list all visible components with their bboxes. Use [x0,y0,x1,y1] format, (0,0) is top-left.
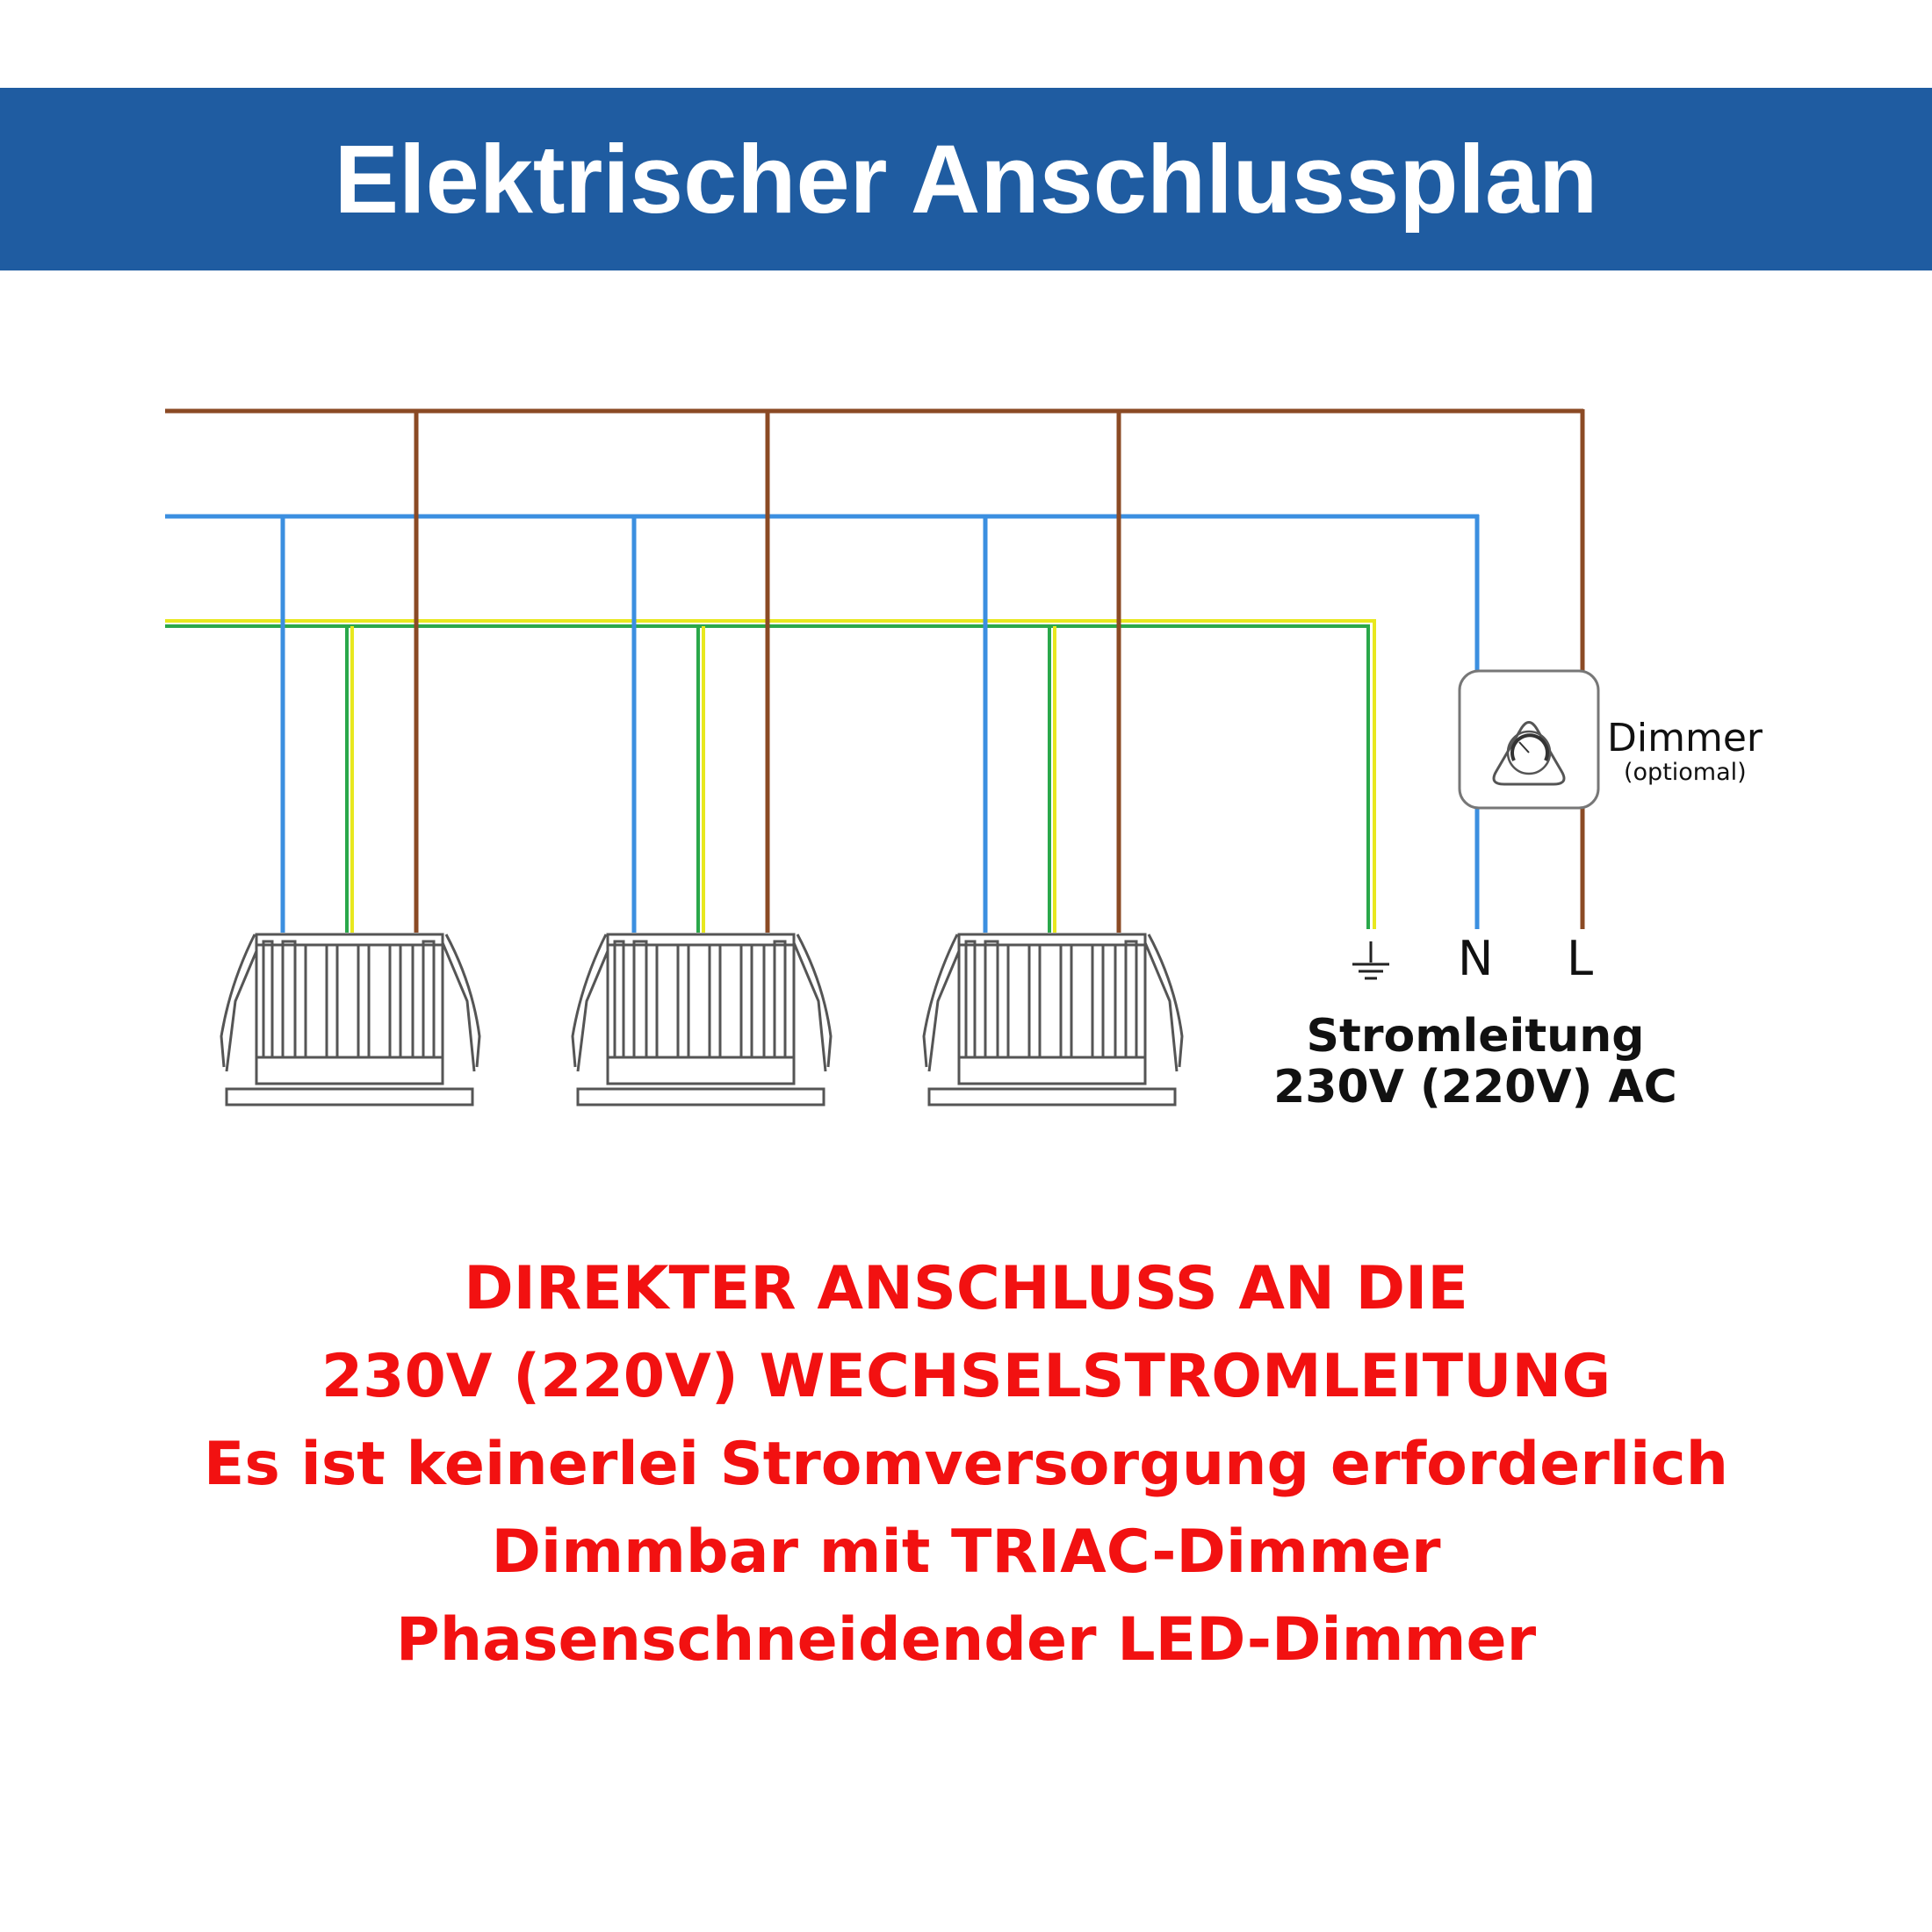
dimmer-sublabel: (optiomal) [1624,759,1747,786]
terminal-neutral-label: N [1458,931,1494,986]
note-line-1: DIREKTER ANSCHLUSS AN DIE [464,1254,1468,1323]
power-supply-voltage: 230V (220V) AC [1273,1061,1677,1114]
lamp-2 [573,934,831,1105]
notes-block [0,1245,1932,1684]
page-title: Elektrischer Anschlussplan [334,125,1598,234]
note-line-2: 230V (220V) WECHSELSTROMLEITUNG [321,1342,1611,1411]
lamp-1-wires [283,411,416,933]
note-line-5: Phasenschneidender LED-Dimmer [395,1605,1537,1675]
power-supply-label: Stromleitung [1306,1010,1645,1063]
lamp-1 [221,934,479,1105]
lamp-2-wires [634,411,768,933]
note-line-3: Es ist keinerlei Stromversorgung erforderlich [203,1430,1729,1499]
dimmer-label: Dimmer [1607,716,1763,761]
note-line-4: Dimmbar mit TRIAC-Dimmer [491,1517,1441,1587]
terminal-live-label: L [1567,931,1594,986]
live-bus [165,409,1583,929]
lamp-3-wires [985,411,1119,933]
neutral-bus [165,515,1479,929]
dimmer-knob-icon [1460,671,1598,808]
lamp-3 [924,934,1182,1105]
ground-icon [1352,941,1389,978]
